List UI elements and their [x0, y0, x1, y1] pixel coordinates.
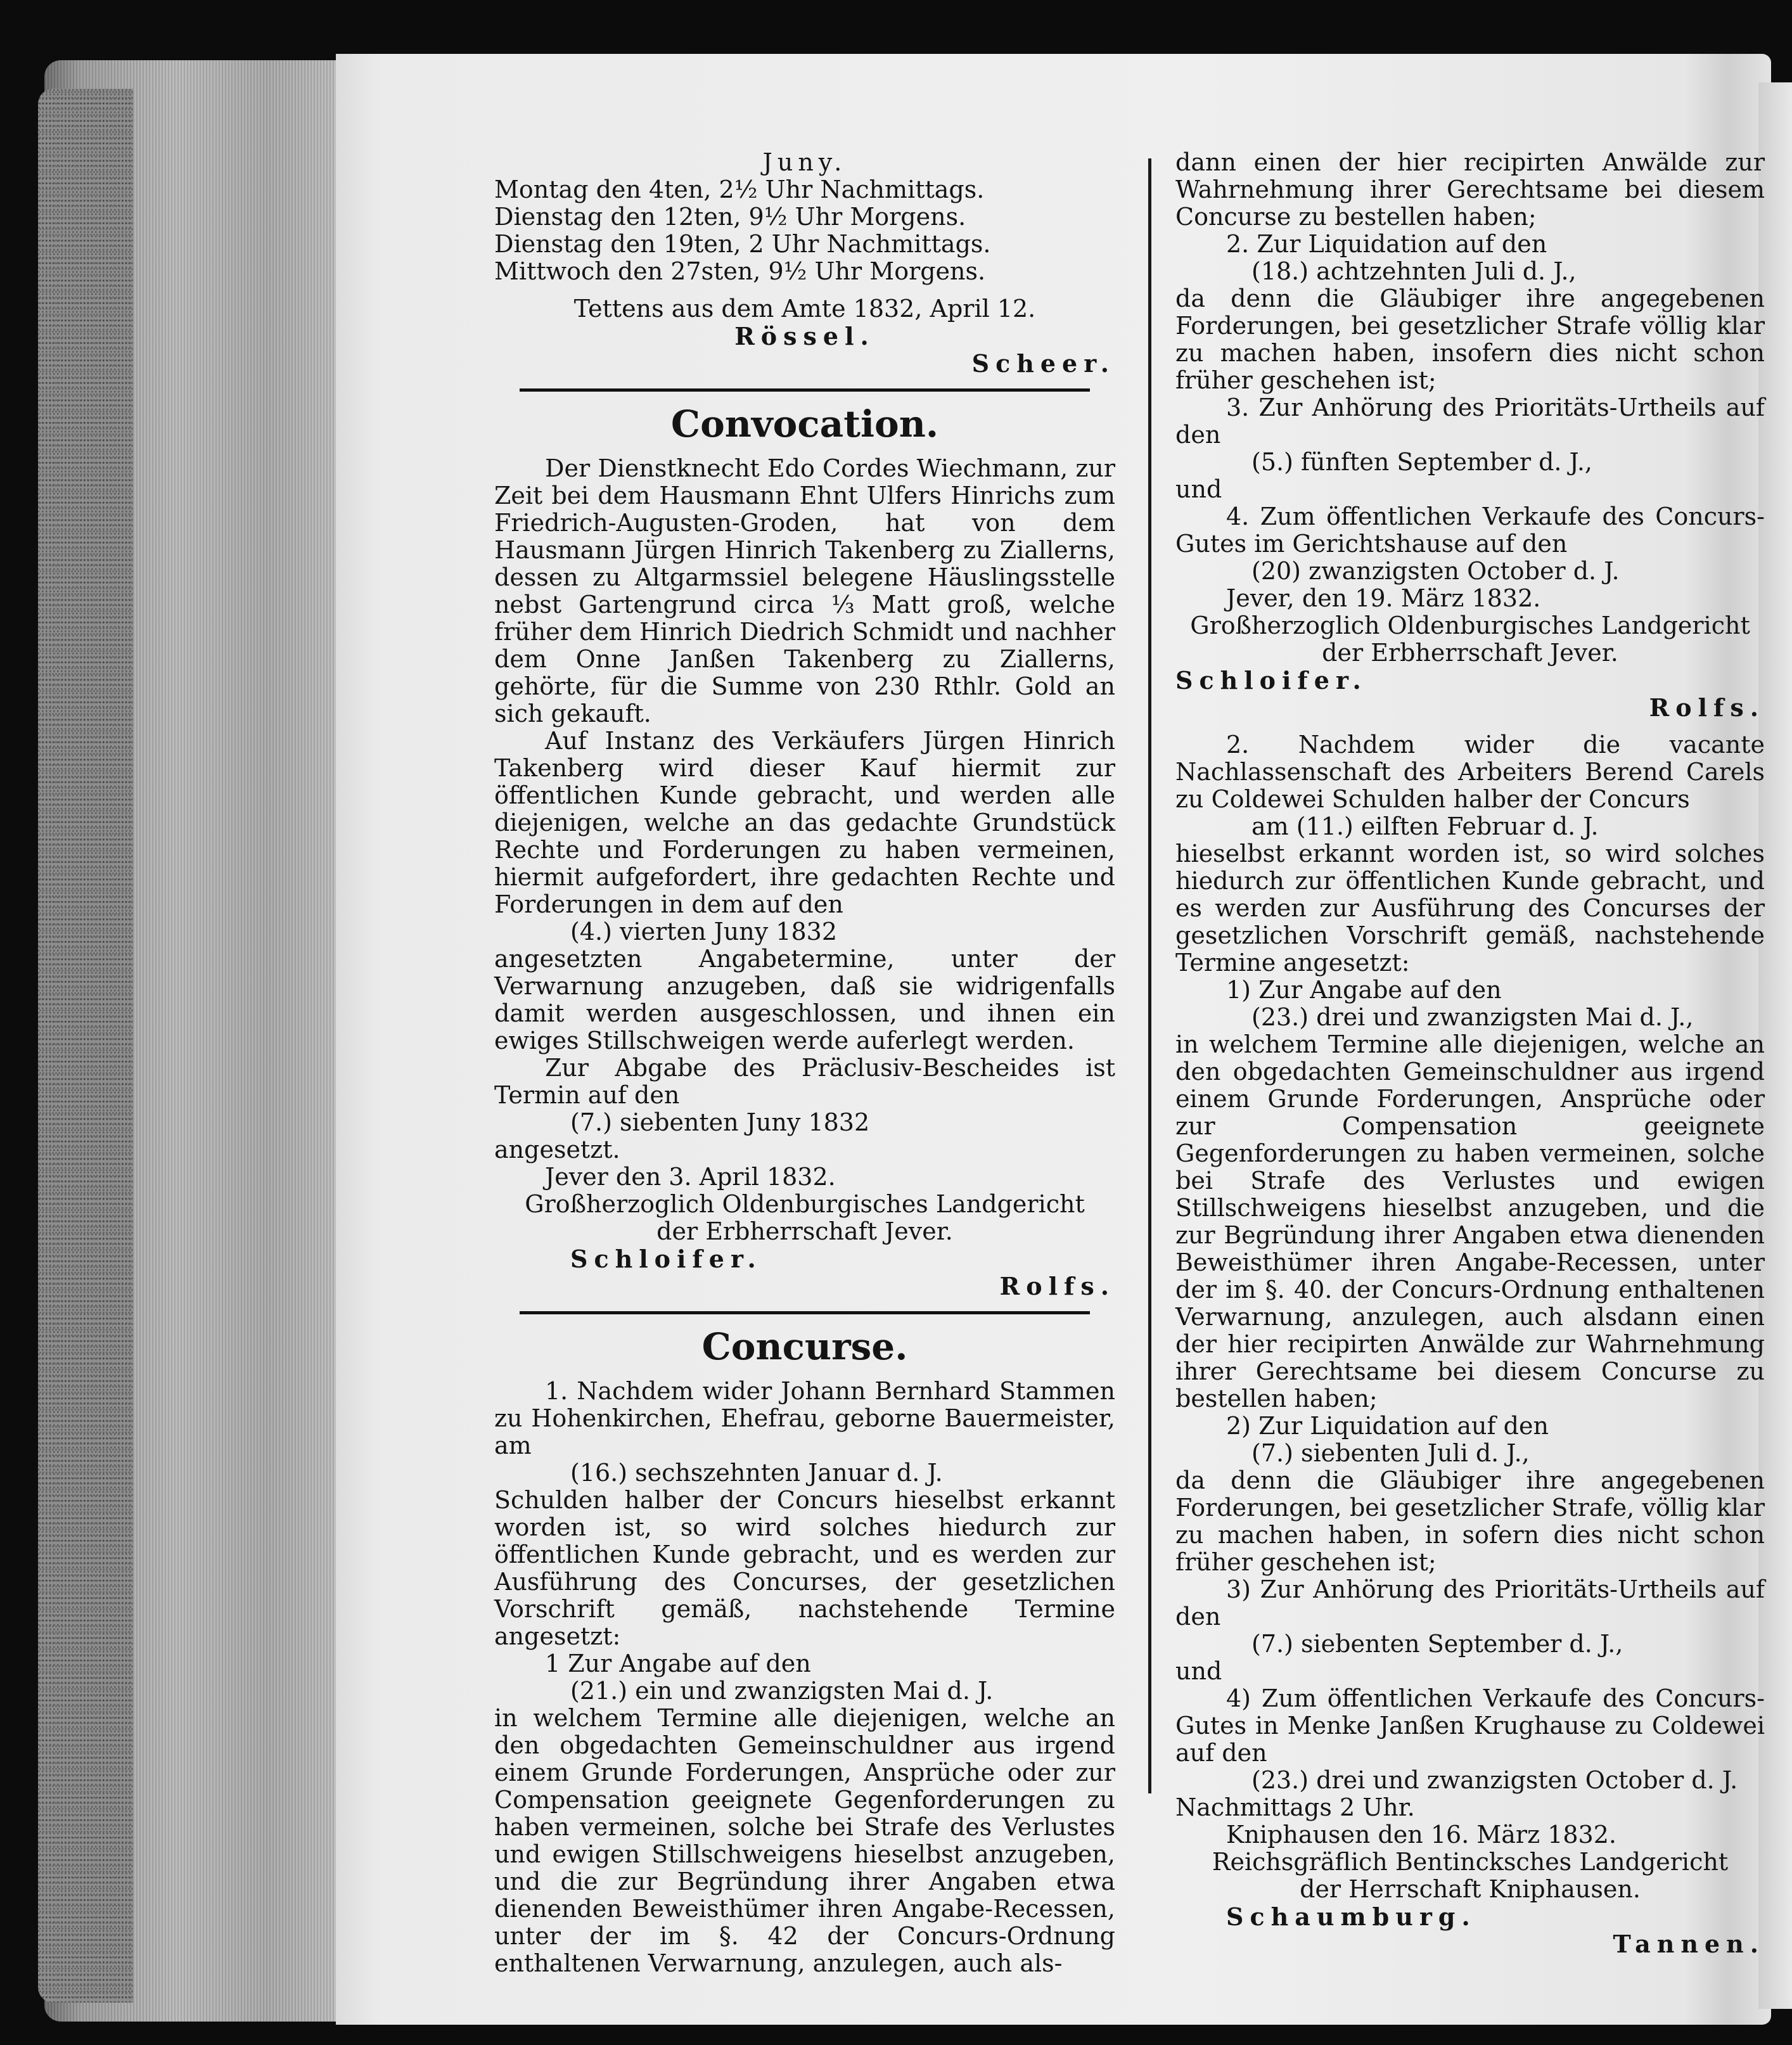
paragraph: Zur Abgabe des Präclusiv-Bescheides ist Termin auf den — [494, 1054, 1115, 1109]
paragraph: Der Dienstknecht Edo Cordes Wiechmann, zur Zeit bei dem Hausmann Ehnt Ulfers Hinrichs zum Friedrich-Augusten-Groden, hat von dem Hausmann Jürgen Hinrich Takenberg zu Ziallerns, dessen zu Altgarmssiel belegene Häuslingsstelle nebst Gartengrund circa ⅓ Matt groß, welche früher dem Hinrich Diedrich Schmidt und nachher dem Onne Janßen Takenberg zu Ziallerns, gehörte, für die Summe von 230 Rthlr. Gold an sich gekauft. — [494, 454, 1115, 728]
paragraph: Nachmittags 2 Uhr. — [1175, 1793, 1415, 1821]
paragraph: Auf Instanz des Verkäufers Jürgen Hinrich Takenberg wird dieser Kauf hiermit zur öffentlichen Kunde gebracht, und werden alle diejenigen, welche an das gedachte Grundstück Rechte und Forderungen zu haben vermeinen, hiermit aufgefordert, ihre gedachten Rechte und Forderungen in dem auf den — [494, 727, 1115, 918]
date-line: (7.) siebenten September d. J., — [1251, 1630, 1623, 1658]
paragraph: da denn die Gläubiger ihre angegebenen Forderungen, bei gesetzlicher Strafe völlig klar zu machen haben, insofern dies nicht schon früher geschehen ist; — [1175, 285, 1765, 394]
signer: Rolfs. — [999, 1272, 1115, 1300]
list-item: 1) Zur Angabe auf den — [1226, 976, 1502, 1004]
date-line: (23.) drei und zwanzigsten October d. J. — [1251, 1766, 1738, 1794]
list-item: 1 Zur Angabe auf den — [545, 1650, 811, 1677]
column-divider — [1148, 158, 1151, 1793]
schedule-line: Dienstag den 19ten, 2 Uhr Nachmittags. — [494, 230, 991, 258]
date-line: (5.) fünften September d. J., — [1251, 448, 1592, 476]
signer: Tannen. — [1613, 1930, 1765, 1958]
place-date: Tettens aus dem Amte 1832, April 12. — [573, 295, 1036, 323]
place-date: Kniphausen den 16. März 1832. — [1226, 1821, 1616, 1849]
schedule-title: Juny. — [762, 148, 847, 176]
court-name: Reichsgräflich Bentincksches Landgericht — [1212, 1848, 1729, 1876]
date-line: (16.) sechszehnten Januar d. J. — [570, 1459, 943, 1487]
signer: Scheer. — [971, 349, 1115, 378]
list-item: 2) Zur Liquidation auf den — [1226, 1412, 1549, 1440]
paragraph: und — [1175, 1657, 1222, 1685]
signer: Rössel. — [734, 322, 875, 350]
court-name: der Erbherrschaft Jever. — [1322, 639, 1618, 667]
section-rule — [520, 388, 1090, 392]
paragraph: in welchem Termine alle diejenigen, welche an den obgedachten Gemeinschuldner aus irgend einem Grunde Forderungen, Ansprüche oder zur Compensation geeignete Gegenforderungen zu haben vermeinen, solche bei Strafe des Verlustes und ewigen Stillschweigens hieselbst anzugeben, und die zur Begründung ihrer Angaben etwa dienenden Beweisthümer ihren Angabe-Recessen, unter der im §. 42 der Concurs-Ordnung enthaltenen Verwarnung, anzulegen, auch als- — [494, 1704, 1115, 1977]
list-item: 4) Zum öffentlichen Verkaufe des Concurs-Gutes in Menke Janßen Krughause zu Coldewei auf den — [1175, 1684, 1765, 1767]
list-item: 3) Zur Anhörung des Prioritäts-Urtheils auf den — [1175, 1575, 1765, 1631]
schedule-line: Mittwoch den 27sten, 9½ Uhr Morgens. — [494, 257, 986, 285]
date-line: (7.) siebenten Juny 1832 — [570, 1108, 870, 1136]
paragraph: und — [1175, 475, 1222, 503]
paragraph: Schulden halber der Concurs hieselbst erkannt worden ist, so wird solches hiedurch zur öffentlichen Kunde gebracht, und es werden zur Ausführung des Concurses, der gesetzlichen Vorschrift gemäß, nachstehende Termine angesetzt: — [494, 1486, 1115, 1650]
schedule-line: Montag den 4ten, 2½ Uhr Nachmittags. — [494, 176, 985, 203]
section-heading-concurse: Concurse. — [701, 1325, 908, 1368]
schedule-line: Dienstag den 12ten, 9½ Uhr Morgens. — [494, 203, 966, 231]
signer: Schaumburg. — [1226, 1902, 1476, 1931]
date-line: (4.) vierten Juny 1832 — [570, 918, 838, 946]
date-line: (21.) ein und zwanzigsten Mai d. J. — [570, 1677, 994, 1705]
court-name: der Herrschaft Kniphausen. — [1300, 1875, 1641, 1903]
paragraph: angesetzt. — [494, 1136, 620, 1164]
section-rule — [520, 1311, 1090, 1314]
place-date: Jever den 3. April 1832. — [545, 1163, 836, 1191]
paragraph: in welchem Termine alle diejenigen, welche an den obgedachten Gemeinschuldner aus irgend einem Grunde Forderungen, Ansprüche oder zur Compensation geeignete Gegenforderungen zu haben vermeinen, solche bei Strafe des Verlustes und ewigen Stillschweigens hieselbst anzugeben, und die zur Begründung ihrer Angaben etwa dienenden Beweisthümer ihren Angabe-Recessen, unter der im §. 40. der Concurs-Ordnung enthaltenen Verwarnung, anzulegen, auch alsdann einen der hier recipirten Anwälde zur Wahrnehmung ihrer Gerechtsame bei diesem Concurse zu bestellen haben; — [1175, 1030, 1765, 1413]
paragraph: 2. Nachdem wider die vacante Nachlassenschaft des Arbeiters Berend Carels zu Coldewei Schulden halber der Concurs — [1175, 731, 1765, 813]
date-line: (23.) drei und zwanzigsten Mai d. J., — [1251, 1003, 1694, 1031]
signer: Schloifer. — [1175, 666, 1367, 695]
paragraph: 1. Nachdem wider Johann Bernhard Stammen zu Hohenkirchen, Ehefrau, geborne Bauermeister, am — [494, 1377, 1115, 1459]
place-date: Jever, den 19. März 1832. — [1226, 584, 1541, 612]
paragraph: angesetzten Angabetermine, unter der Verwarnung anzugeben, daß sie widrigenfalls damit werden ausgeschlossen, und ihnen ein ewiges Stillschweigen werde auferlegt werden. — [494, 945, 1115, 1055]
list-item: 3. Zur Anhörung des Prioritäts-Urtheils auf den — [1175, 394, 1765, 449]
court-name: Großherzoglich Oldenburgisches Landgericht — [1190, 612, 1750, 639]
date-line: (7.) siebenten Juli d. J., — [1251, 1439, 1530, 1467]
book-spine-texture — [38, 89, 133, 2003]
right-column — [1175, 149, 1765, 1958]
list-item: 2. Zur Liquidation auf den — [1226, 230, 1547, 258]
date-line: (20) zwanzigsten October d. J. — [1251, 557, 1620, 585]
signer: Rolfs. — [1649, 693, 1765, 722]
signer: Schloifer. — [570, 1245, 762, 1273]
paragraph: hieselbst erkannt worden ist, so wird solches hiedurch zur öffentlichen Kunde gebracht, und es werden zur Ausführung des Concurses der gesetzlichen Vorschrift gemäß, nachstehende Termine angesetzt: — [1175, 840, 1765, 977]
court-name: der Erbherrschaft Jever. — [656, 1217, 953, 1245]
court-name: Großherzoglich Oldenburgisches Landgericht — [525, 1190, 1085, 1218]
date-line: am (11.) eilften Februar d. J. — [1251, 812, 1599, 840]
paragraph: dann einen der hier recipirten Anwälde zur Wahrnehmung ihrer Gerechtsame bei diesem Concurse zu bestellen haben; — [1175, 148, 1765, 231]
list-item: 4. Zum öffentlichen Verkaufe des Concurs-Gutes im Gerichtshause auf den — [1175, 503, 1765, 558]
paragraph: da denn die Gläubiger ihre angegebenen Forderungen, bei gesetzlicher Strafe, völlig klar zu machen haben, in sofern dies nicht schon früher geschehen ist; — [1175, 1466, 1765, 1576]
date-line: (18.) achtzehnten Juli d. J., — [1251, 257, 1577, 285]
left-column — [494, 149, 1115, 1977]
section-heading-convocation: Convocation. — [670, 402, 939, 446]
